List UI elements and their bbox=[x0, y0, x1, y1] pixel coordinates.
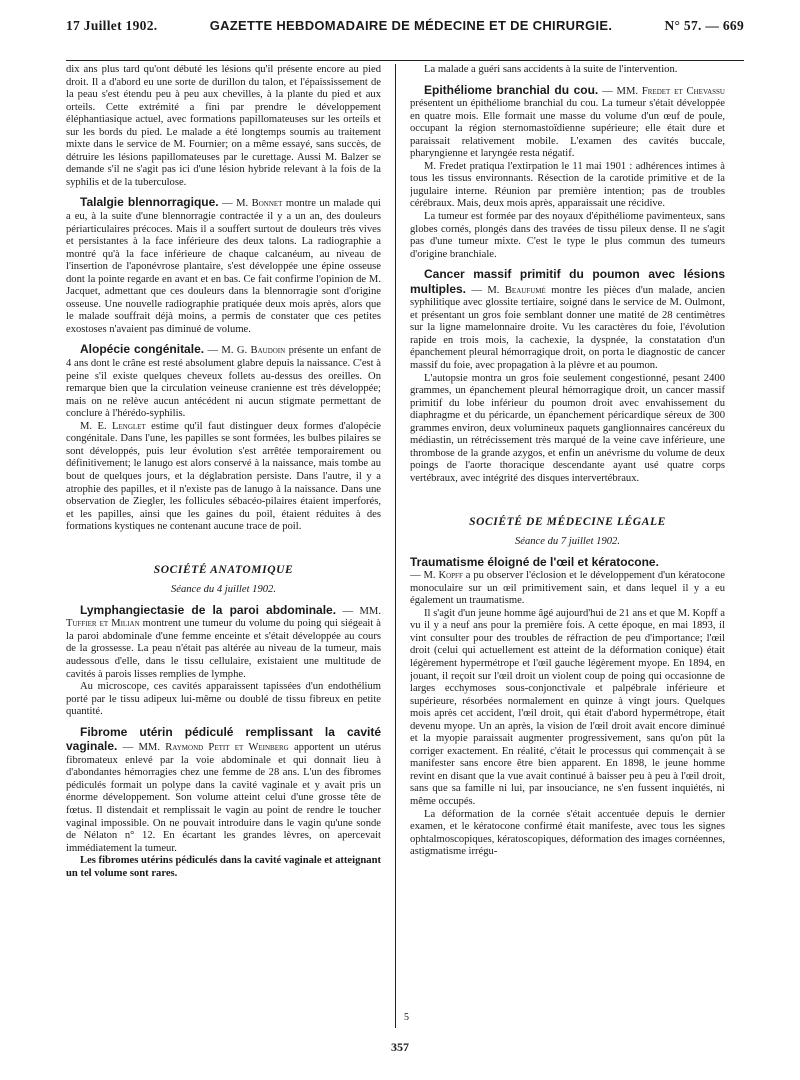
article-epitheliome: Epithéliome branchial du cou. — MM. Fredet et Chevassu présentent un épithéliome branchial du cou. La tumeur s'était développée en quatre mois. Elle formait une masse du volume d'un œuf de poule, occupant la région sternomastoïdienne supérieure; elle était dure et paraissait relativement mobile. L'examen des cavités buccale, pharyngienne et laryngée resta négatif. M. Fredet pratiqua l'extirpation le 11 mai 1901 : adhérences intimes à tous les tissus environnants. Résection de la carotide primitive et de la jugulaire interne. Réunion par première intention; pas de troubles cérébraux. Mais, deux mois après, apparaissait une récidive. La tumeur est formée par des noyaux d'épithéliome pavimenteux, sans globes cornés, plongés dans des travées de tissu pileux dense. Il ne s'agit pas d'une tumeur mixte. C'est le type le plus commun des tumeurs d'origine branchiale. bbox=[410, 82, 725, 260]
article-title: Talalgie blennorragique. bbox=[80, 195, 219, 210]
issue-date: 17 Juillet 1902. bbox=[66, 18, 158, 33]
column-divider bbox=[395, 64, 396, 1028]
article-title: Epithéliome branchial du cou. bbox=[424, 82, 599, 97]
session-date: Séance du 4 juillet 1902. bbox=[170, 584, 277, 596]
article-text: La déformation de la cornée s'était accentuée depuis le dernier examen, et le kératocone confirmé était manifeste, avec tous les signes ophtalmoscopiques, kératoscopiques, déformation des images cornéennes, astigmatisme irrégu- bbox=[410, 808, 725, 858]
article-text: montrent une tumeur du volume du poing qui siégeait à la paroi abdominale d'une femme enceinte et s'était développée au cours de la grossesse. La peau n'était pas altérée au niveau de la tumeur, mais audessous d'elle, dans le tissu cellulaire, existaient une multitude de cavités à parois lisses remplies de lymphe. bbox=[66, 618, 381, 680]
article-lymphangiectasie: Lymphangiectasie de la paroi abdominale. — MM. Tuffier et Milian montrent une tumeur du volume du poing qui siégeait à la paroi abdominale d'une femme enceinte et s'était développée au cours de la grossesse. La peau n'était pas altérée au niveau de la tumeur, mais audessous d'elle, dans le tissu cellulaire, existaient une multitude de cavités à parois lisses remplies de lymphe. Au microscope, ces cavités apparaissent tapissées d'un endothélium porté par le tissu adipeux lui-même ou doublé de tissu fibreux en petite quantité. bbox=[66, 602, 381, 718]
article-text: apportent un utérus fibromateux enlevé par la voie abdominale et qui donnait lieu à d'abondantes hémorragies chez une femme de 28 ans. L'un des fibromes pédiculés formait un polype dans la cavité vaginale et y avait pris un énorme développement. Son volume atteint celui d'une grosse tête de fœtus. Il distendait et remplissait le vagin au point de rendre le toucher vaginal impossible. On ne pouvait introduire dans le vagin qu'une sonde de Nélaton n° 12. En écartant les grandes lèvres, on apercevait immédiatement la tumeur. bbox=[66, 742, 381, 854]
article-title: Lymphangiectasie de la paroi abdominale. bbox=[80, 602, 337, 617]
article-keratocone: Traumatisme éloigné de l'œil et kératocone. — M. Kopff a pu observer l'éclosion et le développement d'un kératocone monoculaire sur un œil primitivement sain, et dans lequel il y a eu également un traumatisme. Il s'agit d'un jeune homme âgé aujourd'hui de 21 ans et que M. Kopff a vu il y a neuf ans pour la première fois. A cette époque, en mai 1893, il vint consulter pour des troubles de réfraction de peu d'importance; l'œil droit (celui qui actuellement est atteint de la déformation conique) était légèrement hypermétrope et l'œil gauche légèrement myope. En 1894, en jouant, il reçoit sur l'œil droit un violent coup de poing qui occasionne de larges ecchymoses sous-conjonctivale et palpébrale inférieure et supérieure, résorbées normalement en quinze à vingt jours. Quelques mois après cet accident, l'œil droit, qui était d'abord hypermétrope, était devenu myope. Un an après, la vision de l'œil droit avait encore diminué et la myopie paraissait augmenter progressivement, sans qu'on pût la corriger exactement. En réalité, c'était le processus qui commençait à se manifester sans encore être bien apparent. En 1898, le jeune homme revint en disant que la vue avait continué à baisser peu à peu à l'œil droit, sans que sa famille ni lui, par insouciance, ne s'en fussent inquiétés, ni même occupés. La déformation de la cornée s'était accentuée depuis le dernier examen, et le kératocone confirmé était manifeste, avec tous les signes ophtalmoscopiques, kératoscopiques, déformation des images cornéennes, astigmatisme irrégu- bbox=[410, 554, 725, 858]
author: Beaufumé bbox=[504, 284, 546, 296]
author: Fredet et Chevassu bbox=[641, 85, 725, 97]
article-text: présentent un épithéliome branchial du cou. La tumeur s'était développée en quatre mois. Elle formait une masse du volume d'un œuf de poule, occupant la région sternomastoïdienne supérieure; elle était dure et paraissait relativement mobile. L'examen des cavités buccale, pharyngienne et laryngée resta négatif. bbox=[410, 98, 725, 160]
margin-mark: 5 bbox=[404, 1012, 409, 1023]
article-text: La tumeur est formée par des noyaux d'épithéliome pavimenteux, sans globes cornés, plongés dans des travées de tissu pileux dense. Il ne s'agit pas d'une tumeur mixte. C'est le type le plus commun des tumeurs d'origine branchiale. bbox=[410, 211, 725, 260]
article-text: Il s'agit d'un jeune homme âgé aujourd'hui de 21 ans et que M. Kopff a vu il y a neuf ans pour la première fois. A cette époque, en mai 1893, il vint consulter pour des troubles de réfraction de peu d'importance; l'œil droit (celui qui actuellement est atteint de la déformation conique) était légèrement hypermétrope et l'œil gauche légèrement myope. En 1894, en jouant, il reçoit sur l'œil droit un violent coup de poing qui occasionne de larges ecchymoses sous-conjonctivale et palpébrale inférieure et supérieure, résorbées normalement en quinze à vingt jours. Quelques mois après cet accident, l'œil droit, qui était d'abord hypermétrope, était devenu myope. Un an après, la vision de l'œil droit avait encore diminué et la myopie paraissait augmenter progressivement, sans qu'on pût la corriger exactement. En réalité, c'était le processus qui commençait à se manifester sans encore être bien apparent. En 1898, le jeune homme revint en disant que la vue avait continué à baisser peu à peu à l'œil droit, sans que sa famille ni lui, par insouciance, ne s'en fussent inquiétés, ni même occupés. bbox=[410, 607, 725, 807]
article-text: Au microscope, ces cavités apparaissent tapissées d'un endothélium porté par le tissu adipeux lui-même ou doublé de tissu fibreux en petite quantité. bbox=[66, 681, 381, 718]
article-talalgie: Talalgie blennorragique. — M. Bonnet montre un malade qui a eu, à la suite d'une blennorragie contractée il y a un an, des douleurs périarticulaires précoces. Mais il a souffert surtout de douleurs très vives et persistantes à la face inférieure des deux talons. La radiographie a montré qu'à la face inférieure de chaque calcanéum, au niveau de l'insertion de l'aponévrose plantaire, s'est développée une épine osseuse dont la pointe regarde en avant et en bas. Ce fait confirme l'opinion de M. Jacquet, admettant que ces douleurs dans la blennorragie sont d'origine osseuse. Une nouvelle radiographie pratiquée deux mois après, alors que le malade souffrait déjà moins, a permis de constater que ces petites exostoses n'avaient pas diminué de volume. bbox=[66, 195, 381, 335]
article-title: Alopécie congénitale. bbox=[80, 342, 205, 357]
article-cancer-poumon: Cancer massif primitif du poumon avec lésions multiples. — M. Beaufumé montre les pièces d'un malade, ancien syphilitique avec glossite tertiaire, soigné dans le service de M. Oulmont, et présentant un gros foie semblant donner une matité de 28 centimètres sur la ligne mamelonnaire droite. Vu les caractères du foie, l'évolution rapide en trois mois, la cachexie, la dyspnée, la constatation d'un épanchement pleural hémorragique droit, on porta le diagnostic de cancer massif du foie, avec propagation à la plèvre et au poumon. L'autopsie montra un gros foie seulement congestionné, pesant 2400 grammes, un épanchement pleural hémorragique droit, un cancer massif primitif du lobe inférieur du poumon droit avec envahissement du diaphragme et du péricarde, un épanchement péricardique séreux de 300 grammes environ, deux volumineux paquets ganglionnaires cancéreux du médiastin, un rétrécissement très marqué de la veine cave inférieure, une thrombose de la grande azygos, et enfin un anévrisme du volume de deux poings de l'aorte thoracique descendante ayant usé quatre corps vertébraux, avec intégrité des disques intervertébraux. bbox=[410, 267, 725, 484]
article-title: Fibrome utérin pédiculé remplissant la cavité vaginale. bbox=[66, 724, 381, 754]
right-column bbox=[410, 64, 725, 1028]
article-text: montre les pièces d'un malade, ancien syphilitique avec glossite tertiaire, soigné dans le service de M. Oulmont, et présentant un gros foie semblant donner une matité de 28 centimètres sur la ligne mamelonnaire droite. Vu les caractères du foie, l'évolution rapide en trois mois, la cachexie, la dyspnée, la constatation d'un épanchement pleural hémorragique droit, on porta le diagnostic de cancer massif du foie, avec propagation à la plèvre et au poumon. bbox=[410, 284, 725, 372]
author: Raymond Petit et Weinberg bbox=[165, 742, 289, 754]
text-columns bbox=[66, 64, 744, 1028]
continued-paragraph: dix ans plus tard qu'ont débuté les lésions qu'il présente encore au pied droit. Il a d'abord eu une sorte de durillon du talon, et l'épaississement de la peau s'est étendu peu à peu aux chevilles, à la plante du pied et aux orteils. Cette extrémité a fini par prendre le développement éléphantiasique actuel, avec formations papillomateuses sur les orteils et sur les bords du pied. Le malade a été longtemps soumis au traitement mixte dans le service de M. Fournier; on a même essayé, sans succès, de détruire les lésions papillomateuses par le curettage. Aussi M. Balzer se demande s'il ne s'agit pas ici d'une lésion hybride relevant à la fois de la syphilis et de la tuberculose. bbox=[66, 64, 381, 188]
author: Bonnet bbox=[251, 198, 283, 210]
author: Tuffier et Milian bbox=[66, 618, 140, 630]
article-text: Les fibromes utérins pédiculés dans la cavité vaginale et atteignant un tel volume sont rares. bbox=[66, 855, 381, 879]
article-text: L'autopsie montra un gros foie seulement congestionné, pesant 2400 grammes, un épanchement pleural hémorragique droit, un cancer massif primitif du lobe inférieur du poumon droit avec envahissement du diaphragme et du péricarde, un épanchement péricardique séreux de 300 grammes environ, deux volumineux paquets ganglionnaires cancéreux du médiastin, un rétrécissement très marqué de la veine cave inférieure, une thrombose de la grande azygos, et enfin un anévrisme du volume de deux poings de l'aorte thoracique descendante ayant usé quatre corps vertébraux, avec intégrité des disques intervertébraux. bbox=[410, 372, 725, 484]
society-heading: SOCIÉTÉ DE MÉDECINE LÉGALE bbox=[469, 515, 666, 528]
header-rule bbox=[66, 60, 744, 61]
article-alopecie: Alopécie congénitale. — M. G. Baudoin présente un enfant de 4 ans dont le crâne est resté absolument glabre depuis la naissance. C'est à peine s'il existe quelques cheveux follets au-dessus des oreilles. On remarque bien que la circulation veineuse cranienne est très développée; mais on ne relève aucun antécédent ni aucun stigmate permettant de conclure à l'hérédo-syphilis. M. E. Lenglet estime qu'il faut distinguer deux formes d'alopécie congénitale. Dans l'une, les papilles se sont formées, les bulbes pilaires se sont développés, puis leur évolution s'est arrêtée temporairement ou définitivement; le lanugo est alors conservé à la naissance, mais tombe au bout de quelques jours, et la déglabration persiste. Dans l'autre, il y a atrophie des papilles, et il n'existe pas de lanugo à la naissance. Dans une observation de Ziegler, les follicules sébacéo-pilaires étaient imperforés, et les papilles, ainsi que les gaines du poil, étaient réduites à des formations kystiques ne contenant aucune trace de poil. bbox=[66, 342, 381, 533]
article-text: M. Fredet pratiqua l'extirpation le 11 mai 1901 : adhérences intimes à tous les tissus environnants. Résection de la carotide primitive et de la jugulaire interne. Réunion par première intention; pas de troubles cérébraux. Mais, deux mois après, apparaissait une récidive. bbox=[410, 160, 725, 210]
article-fibrome: Fibrome utérin pédiculé remplissant la cavité vaginale. — MM. Raymond Petit et Weinberg apportent un utérus fibromateux enlevé par la voie abdominale et qui donnait lieu à d'abondantes hémorragies chez une femme de 28 ans. L'un des fibromes pédiculés formait un polype dans la cavité vaginale et y avait pris un énorme développement. Son volume atteint celui d'une grosse tête de fœtus. Il distendait et remplissait le vagin au point de rendre le toucher vaginal impossible. On ne pouvait introduire dans le vagin qu'une sonde de Nélaton n° 12. En écartant les grandes lèvres, on apercevait immédiatement la tumeur. Les fibromes utérins pédiculés dans la cavité vaginale et atteignant un tel volume sont rares. bbox=[66, 724, 381, 879]
issue-number: N° 57. — 669 bbox=[664, 18, 744, 33]
continued-paragraph: La malade a guéri sans accidents à la suite de l'intervention. bbox=[424, 64, 678, 75]
article-title: Traumatisme éloigné de l'œil et kératocone. bbox=[410, 554, 659, 569]
article-text: montre un malade qui a eu, à la suite d'une blennorragie contractée il y a un an, des douleurs périarticulaires précoces. Mais il a souffert surtout de douleurs très vives et persistantes à la face inférieure des deux talons. La radiographie a montré qu'à la face inférieure de chaque calcanéum, au niveau de l'insertion de l'aponévrose plantaire, s'est développée une épine osseuse dont la pointe regarde en avant et en bas. Ce fait confirme l'opinion de M. Jacquet, admettant que ces douleurs dans la blennorragie sont d'origine osseuse. Une nouvelle radiographie pratiquée deux mois après, alors que le malade souffrait déjà moins, a permis de constater que ces petites exostoses n'avaient pas diminué de volume. bbox=[66, 198, 381, 335]
author: Kopff bbox=[438, 570, 463, 582]
article-text: estime qu'il faut distinguer deux formes d'alopécie congénitale. Dans l'une, les papilles se sont formées, les bulbes pilaires se sont développés, puis leur évolution s'est arrêtée temporairement ou définitivement; le lanugo est alors conservé à la naissance, mais tombe au bout de quelques jours, et la déglabration persiste. Dans l'autre, il y a atrophie des papilles, et il n'existe pas de lanugo à la naissance. Dans une observation de Ziegler, les follicules sébacéo-pilaires étaient imperforés, et les papilles, ainsi que les gaines du poil, étaient réduites à des formations kystiques ne contenant aucune trace de poil. bbox=[66, 420, 381, 533]
session-date: Séance du 7 juillet 1902. bbox=[514, 536, 621, 548]
society-heading: SOCIÉTÉ ANATOMIQUE bbox=[153, 563, 294, 576]
page-folio: 357 bbox=[391, 1040, 409, 1054]
article-title: Cancer massif primitif du poumon avec lésions multiples. bbox=[410, 267, 725, 296]
journal-title: GAZETTE HEBDOMADAIRE DE MÉDECINE ET DE CHIRURGIE. bbox=[209, 18, 613, 33]
article-text: a pu observer l'éclosion et le développement d'un kératocone monoculaire sur un œil primitivement sain, et dans lequel il y a eu également un traumatisme. bbox=[410, 570, 725, 607]
running-head bbox=[66, 18, 744, 38]
article-text: présente un enfant de 4 ans dont le crâne est resté absolument glabre depuis la naissance. C'est à peine s'il existe quelques cheveux follets au-dessus des oreilles. On remarque bien que la circulation veineuse cranienne est très développée; mais on ne relève aucun antécédent ni aucun stigmate permettant de conclure à l'hérédo-syphilis. bbox=[66, 345, 381, 420]
author: G. Baudoin bbox=[236, 345, 286, 357]
left-column bbox=[66, 64, 381, 1028]
author: E. Lenglet bbox=[97, 420, 146, 432]
